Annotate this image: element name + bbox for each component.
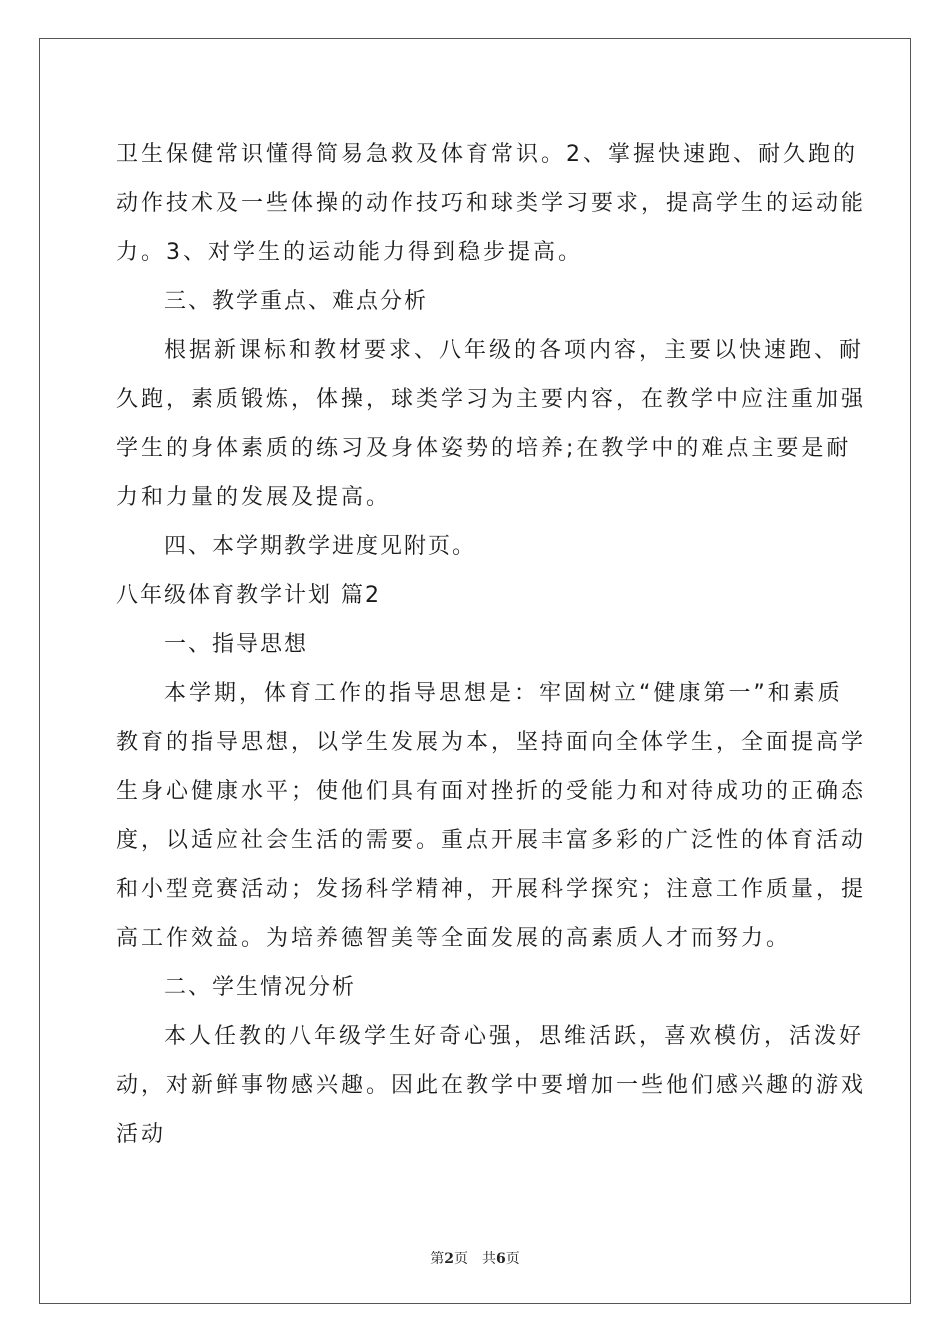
text-line: 本人任教的八年级学生好奇心强，思维活跃，喜欢模仿，活泼好: [164, 1024, 865, 1049]
document-body: [116, 130, 867, 1159]
text-line: 力和力量的发展及提高。: [116, 485, 392, 510]
page-suffix: 页: [454, 1251, 468, 1267]
section-heading: 一、指导思想: [164, 632, 309, 657]
section-heading: 三、教学重点、难点分析: [164, 289, 429, 314]
text-line: 活动: [116, 1122, 167, 1147]
text-line: 学生的身体素质的练习及身体姿势的培养;在教学中的难点主要是耐: [116, 436, 852, 461]
text-line: 生身心健康水平；使他们具有面对挫折的受能力和对待成功的正确态: [116, 779, 867, 804]
text-line: 根据新课标和教材要求、八年级的各项内容，主要以快速跑、耐: [164, 338, 865, 363]
text-line: 和小型竞赛活动；发扬科学精神，开展科学探究；注意工作质量，提: [116, 877, 867, 902]
total-pages: 6: [496, 1251, 506, 1267]
article-title: 八年级体育教学计划 篇2: [116, 583, 381, 608]
text-line: 教育的指导思想，以学生发展为本，坚持面向全体学生，全面提高学: [116, 730, 867, 755]
page-number: 2: [444, 1251, 454, 1267]
page-prefix: 第: [430, 1251, 445, 1267]
text-line: 本学期，体育工作的指导思想是：牢固树立“健康第一”和素质: [164, 681, 843, 706]
text-line: 力。3、对学生的运动能力得到稳步提高。: [116, 240, 583, 265]
section-heading: 四、本学期教学进度见附页。: [164, 534, 477, 559]
total-suffix: 页: [505, 1251, 520, 1267]
text-line: 动作技术及一些体操的动作技巧和球类学习要求，提高学生的运动能: [116, 191, 867, 216]
text-line: 度，以适应社会生活的需要。重点开展丰富多彩的广泛性的体育活动: [116, 828, 867, 853]
text-line: 久跑，素质锻炼，体操，球类学习为主要内容，在教学中应注重加强: [116, 387, 867, 412]
text-line: 卫生保健常识懂得简易急救及体育常识。2、掌握快速跑、耐久跑的: [116, 142, 858, 167]
text-line: 高工作效益。为培养德智美等全面发展的高素质人才而努力。: [116, 926, 792, 951]
section-heading: 二、学生情况分析: [164, 975, 357, 1000]
text-line: 动，对新鲜事物感兴趣。因此在教学中要增加一些他们感兴趣的游戏: [116, 1073, 867, 1098]
total-prefix: 共: [482, 1251, 496, 1267]
page-footer: [0, 1248, 950, 1268]
